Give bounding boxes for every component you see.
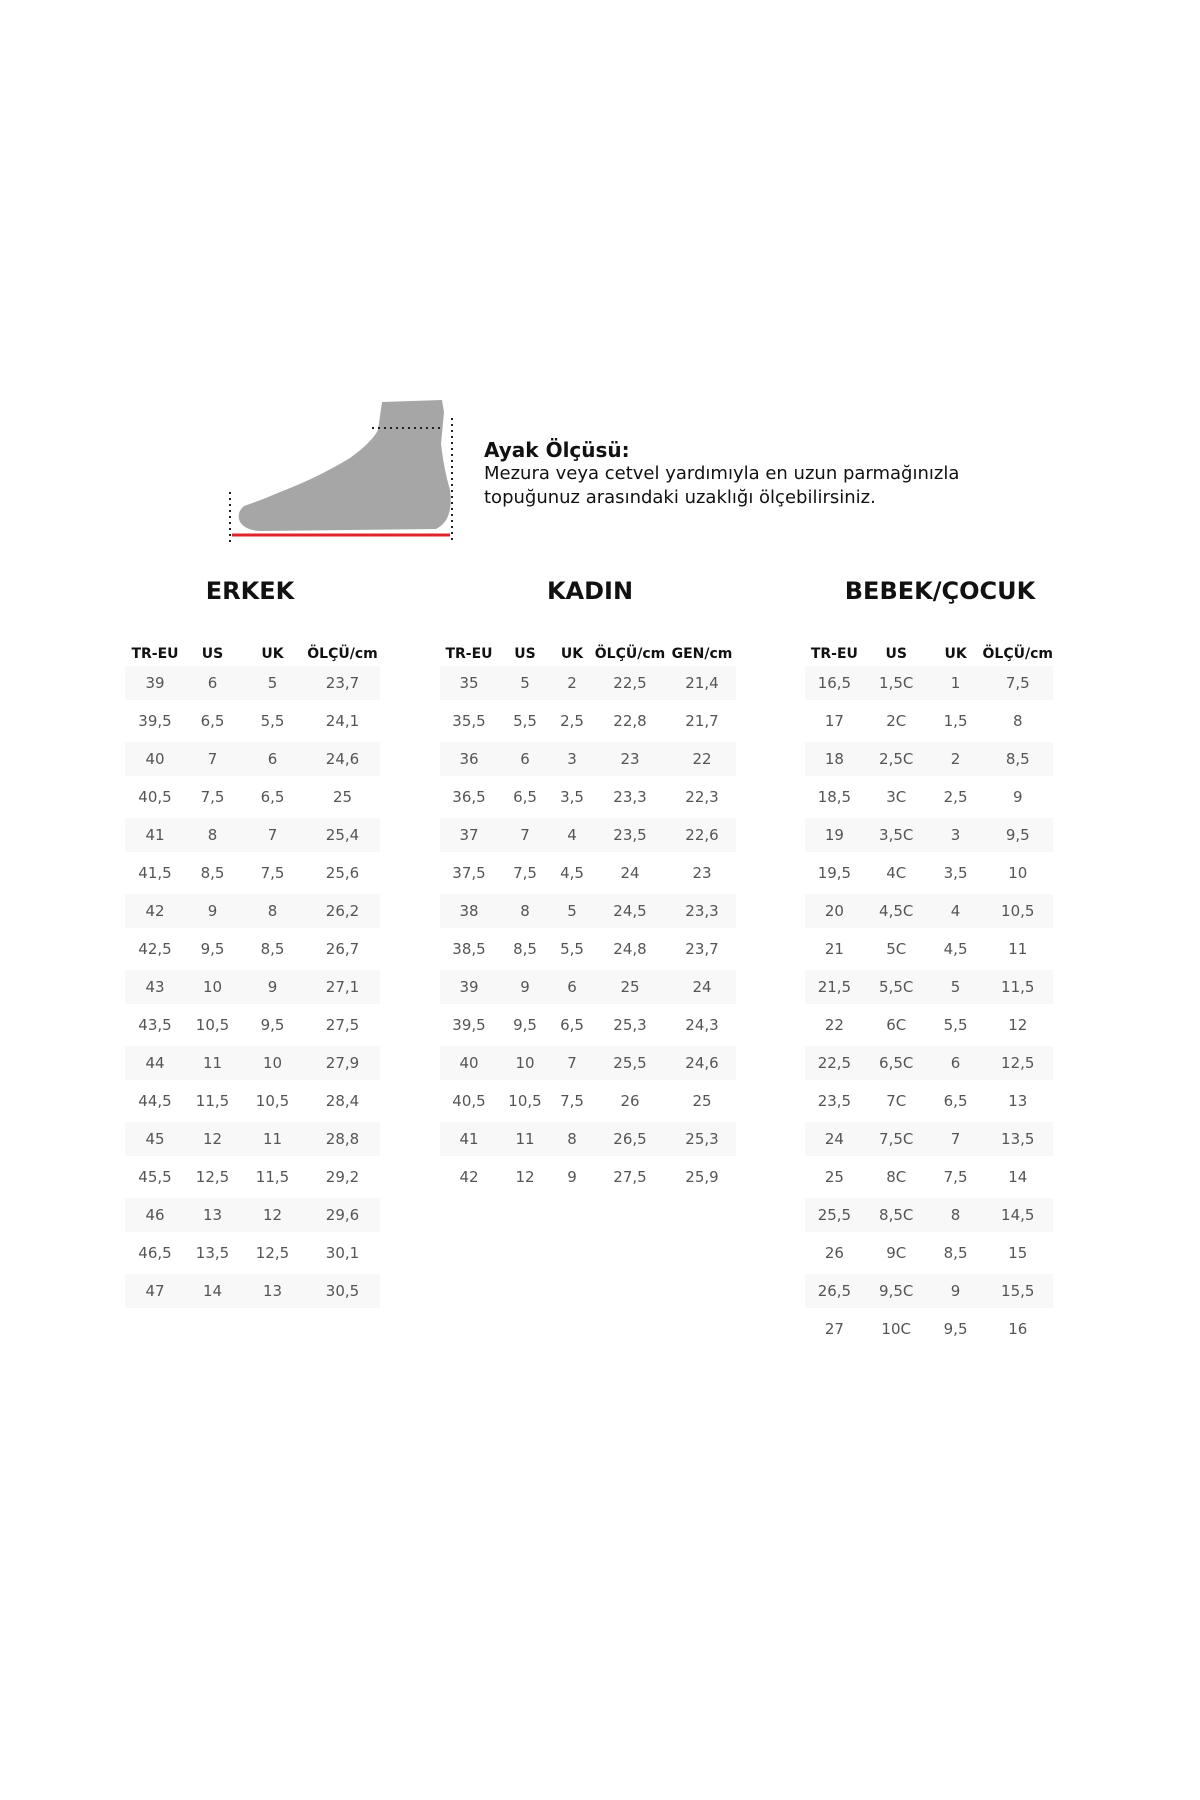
table-cell: 9 bbox=[185, 894, 240, 932]
table-cell: 12 bbox=[983, 1008, 1053, 1046]
table-row bbox=[125, 970, 380, 1008]
table-row bbox=[125, 704, 380, 742]
table-cell: 10,5 bbox=[240, 1084, 305, 1122]
table-row bbox=[440, 1122, 736, 1160]
table-cell: 10 bbox=[498, 1046, 552, 1084]
table-cell: 2C bbox=[864, 704, 929, 742]
table-cell: 23,7 bbox=[668, 932, 736, 970]
table-cell: 3 bbox=[552, 742, 592, 780]
table-cell: 39,5 bbox=[440, 1008, 498, 1046]
table-cell: 14 bbox=[185, 1274, 240, 1312]
table-cell: 4,5 bbox=[929, 932, 983, 970]
table-row bbox=[125, 742, 380, 780]
table-cell: 24 bbox=[805, 1122, 864, 1160]
table-cell: 20 bbox=[805, 894, 864, 932]
table-cell: 22,8 bbox=[592, 704, 668, 742]
table-cell: 24 bbox=[668, 970, 736, 1008]
table-cell: 23,3 bbox=[668, 894, 736, 932]
table-cell: 47 bbox=[125, 1274, 185, 1312]
table-cell: 7,5 bbox=[552, 1084, 592, 1122]
table-cell: 39 bbox=[125, 666, 185, 704]
table-cell: 9,5 bbox=[983, 818, 1053, 856]
table-cell: 24,3 bbox=[668, 1008, 736, 1046]
table-cell: 19,5 bbox=[805, 856, 864, 894]
table-cell: 39,5 bbox=[125, 704, 185, 742]
instructions-line-1: Mezura veya cetvel yardımıyla en uzun parmağınızla bbox=[484, 463, 960, 484]
table-cell: 12 bbox=[185, 1122, 240, 1160]
table-cell: 10,5 bbox=[185, 1008, 240, 1046]
table-cell: 45 bbox=[125, 1122, 185, 1160]
table-row bbox=[805, 666, 1053, 704]
table-cell: 28,4 bbox=[305, 1084, 380, 1122]
table-cell: 7,5 bbox=[929, 1160, 983, 1198]
table-row bbox=[440, 932, 736, 970]
table-cell: 11 bbox=[240, 1122, 305, 1160]
table-header-row bbox=[805, 642, 1053, 666]
table-cell: 24,6 bbox=[668, 1046, 736, 1084]
table-row bbox=[805, 780, 1053, 818]
table-cell: 36 bbox=[440, 742, 498, 780]
table-cell: 2 bbox=[929, 742, 983, 780]
table-cell: 17 bbox=[805, 704, 864, 742]
bebek-cocuk-size-table bbox=[805, 642, 1053, 1350]
table-header-row bbox=[440, 642, 736, 666]
table-cell: 23 bbox=[668, 856, 736, 894]
table-cell: 5C bbox=[864, 932, 929, 970]
foot-shape bbox=[239, 400, 451, 531]
column-header: TR-EU bbox=[131, 646, 179, 662]
table-cell: 26,7 bbox=[305, 932, 380, 970]
table-cell: 7,5 bbox=[240, 856, 305, 894]
table-cell: 11 bbox=[498, 1122, 552, 1160]
table-cell: 26 bbox=[805, 1236, 864, 1274]
table-row bbox=[805, 856, 1053, 894]
table-cell: 24,6 bbox=[305, 742, 380, 780]
table-cell: 12,5 bbox=[983, 1046, 1053, 1084]
table-cell: 9 bbox=[929, 1274, 983, 1312]
table-cell: 43,5 bbox=[125, 1008, 185, 1046]
table-cell: 12,5 bbox=[185, 1160, 240, 1198]
table-row bbox=[805, 894, 1053, 932]
table-row bbox=[440, 742, 736, 780]
erkek-title: ERKEK bbox=[205, 577, 295, 605]
measurement-instructions bbox=[484, 438, 1044, 510]
table-cell: 6,5 bbox=[552, 1008, 592, 1046]
table-cell: 7,5 bbox=[498, 856, 552, 894]
table-cell: 26 bbox=[592, 1084, 668, 1122]
table-cell: 14 bbox=[983, 1160, 1053, 1198]
table-cell: 25 bbox=[305, 780, 380, 818]
column-header: UK bbox=[560, 646, 584, 662]
table-cell: 37 bbox=[440, 818, 498, 856]
table-row bbox=[125, 1198, 380, 1236]
table-cell: 45,5 bbox=[125, 1160, 185, 1198]
table-cell: 23,7 bbox=[305, 666, 380, 704]
table-cell: 8,5 bbox=[240, 932, 305, 970]
table-cell: 8 bbox=[552, 1122, 592, 1160]
table-cell: 13 bbox=[240, 1274, 305, 1312]
table-cell: 22,3 bbox=[668, 780, 736, 818]
table-cell: 22,5 bbox=[805, 1046, 864, 1084]
table-cell: 5,5C bbox=[864, 970, 929, 1008]
kadin-size-table bbox=[440, 642, 736, 1198]
table-cell: 3,5 bbox=[929, 856, 983, 894]
table-cell: 27,1 bbox=[305, 970, 380, 1008]
bebek-cocuk-section bbox=[805, 574, 1075, 608]
table-cell: 38,5 bbox=[440, 932, 498, 970]
table-cell: 43 bbox=[125, 970, 185, 1008]
table-cell: 10,5 bbox=[498, 1084, 552, 1122]
table-cell: 5,5 bbox=[498, 704, 552, 742]
table-cell: 16 bbox=[983, 1312, 1053, 1350]
table-cell: 8 bbox=[983, 704, 1053, 742]
table-cell: 23,5 bbox=[592, 818, 668, 856]
table-cell: 3,5 bbox=[552, 780, 592, 818]
table-cell: 6,5C bbox=[864, 1046, 929, 1084]
table-cell: 7C bbox=[864, 1084, 929, 1122]
table-row bbox=[125, 856, 380, 894]
table-cell: 38 bbox=[440, 894, 498, 932]
table-cell: 18,5 bbox=[805, 780, 864, 818]
table-cell: 8 bbox=[498, 894, 552, 932]
table-row bbox=[440, 1008, 736, 1046]
table-cell: 10 bbox=[185, 970, 240, 1008]
table-cell: 27 bbox=[805, 1312, 864, 1350]
table-cell: 21,5 bbox=[805, 970, 864, 1008]
table-cell: 6,5 bbox=[929, 1084, 983, 1122]
table-row bbox=[440, 856, 736, 894]
table-cell: 10,5 bbox=[983, 894, 1053, 932]
table-cell: 4 bbox=[929, 894, 983, 932]
instructions-line-2: topuğunuz arasındaki uzaklığı ölçebilirsiniz. bbox=[484, 487, 876, 508]
table-cell: 7,5C bbox=[864, 1122, 929, 1160]
table-cell: 21,4 bbox=[668, 666, 736, 704]
table-row bbox=[125, 1084, 380, 1122]
table-cell: 5 bbox=[240, 666, 305, 704]
table-cell: 11 bbox=[983, 932, 1053, 970]
table-cell: 15,5 bbox=[983, 1274, 1053, 1312]
table-row bbox=[805, 818, 1053, 856]
table-row bbox=[440, 970, 736, 1008]
table-cell: 9,5 bbox=[240, 1008, 305, 1046]
table-cell: 26,5 bbox=[805, 1274, 864, 1312]
table-cell: 36,5 bbox=[440, 780, 498, 818]
table-cell: 2,5 bbox=[552, 704, 592, 742]
table-cell: 9C bbox=[864, 1236, 929, 1274]
table-cell: 8,5 bbox=[498, 932, 552, 970]
table-cell: 24 bbox=[592, 856, 668, 894]
table-cell: 46,5 bbox=[125, 1236, 185, 1274]
table-cell: 29,6 bbox=[305, 1198, 380, 1236]
table-cell: 27,5 bbox=[305, 1008, 380, 1046]
table-cell: 6 bbox=[240, 742, 305, 780]
table-cell: 13 bbox=[185, 1198, 240, 1236]
table-cell: 8 bbox=[240, 894, 305, 932]
table-row bbox=[805, 1122, 1053, 1160]
table-row bbox=[125, 1274, 380, 1312]
table-cell: 4C bbox=[864, 856, 929, 894]
table-cell: 6C bbox=[864, 1008, 929, 1046]
table-cell: 8 bbox=[185, 818, 240, 856]
table-cell: 25,5 bbox=[592, 1046, 668, 1084]
table-row bbox=[440, 780, 736, 818]
table-row bbox=[805, 1198, 1053, 1236]
table-row bbox=[805, 1312, 1053, 1350]
table-row bbox=[440, 894, 736, 932]
table-cell: 13,5 bbox=[983, 1122, 1053, 1160]
table-cell: 19 bbox=[805, 818, 864, 856]
table-cell: 1,5C bbox=[864, 666, 929, 704]
table-row bbox=[805, 1236, 1053, 1274]
table-cell: 25,3 bbox=[592, 1008, 668, 1046]
table-cell: 13,5 bbox=[185, 1236, 240, 1274]
table-cell: 8 bbox=[929, 1198, 983, 1236]
column-header: TR-EU bbox=[445, 646, 493, 662]
table-row bbox=[125, 894, 380, 932]
table-cell: 22,6 bbox=[668, 818, 736, 856]
table-row bbox=[805, 1008, 1053, 1046]
table-cell: 2,5 bbox=[929, 780, 983, 818]
table-cell: 39 bbox=[440, 970, 498, 1008]
table-cell: 14,5 bbox=[983, 1198, 1053, 1236]
table-row bbox=[805, 932, 1053, 970]
table-row bbox=[125, 818, 380, 856]
table-cell: 25 bbox=[592, 970, 668, 1008]
table-cell: 11,5 bbox=[983, 970, 1053, 1008]
table-cell: 7 bbox=[240, 818, 305, 856]
table-cell: 1 bbox=[929, 666, 983, 704]
table-cell: 4 bbox=[552, 818, 592, 856]
table-cell: 7 bbox=[498, 818, 552, 856]
table-cell: 25 bbox=[668, 1084, 736, 1122]
column-header: UK bbox=[261, 646, 284, 662]
table-cell: 9,5 bbox=[185, 932, 240, 970]
table-cell: 6,5 bbox=[240, 780, 305, 818]
table-cell: 5 bbox=[929, 970, 983, 1008]
table-cell: 9 bbox=[240, 970, 305, 1008]
table-row bbox=[440, 1084, 736, 1122]
column-header: US bbox=[201, 646, 224, 662]
table-cell: 23,5 bbox=[805, 1084, 864, 1122]
table-cell: 6,5 bbox=[185, 704, 240, 742]
bebek-cocuk-title: BEBEK/ÇOCUK bbox=[844, 577, 1036, 605]
foot-illustration bbox=[222, 392, 462, 542]
table-row bbox=[805, 970, 1053, 1008]
table-row bbox=[440, 666, 736, 704]
table-row bbox=[125, 1160, 380, 1198]
table-cell: 7 bbox=[552, 1046, 592, 1084]
table-cell: 41 bbox=[125, 818, 185, 856]
table-cell: 8C bbox=[864, 1160, 929, 1198]
table-cell: 44,5 bbox=[125, 1084, 185, 1122]
table-cell: 26,5 bbox=[592, 1122, 668, 1160]
table-cell: 6,5 bbox=[498, 780, 552, 818]
table-cell: 11 bbox=[185, 1046, 240, 1084]
table-cell: 25,4 bbox=[305, 818, 380, 856]
table-cell: 42,5 bbox=[125, 932, 185, 970]
instructions-title: Ayak Ölçüsü: bbox=[484, 438, 630, 462]
erkek-size-table bbox=[125, 642, 380, 1312]
column-header: ÖLÇÜ/cm bbox=[594, 646, 666, 662]
table-row bbox=[125, 1122, 380, 1160]
table-row bbox=[440, 704, 736, 742]
column-header: ÖLÇÜ/cm bbox=[307, 646, 378, 662]
table-cell: 1,5 bbox=[929, 704, 983, 742]
table-cell: 25,9 bbox=[668, 1160, 736, 1198]
table-cell: 25,6 bbox=[305, 856, 380, 894]
table-cell: 12,5 bbox=[240, 1236, 305, 1274]
table-cell: 22,5 bbox=[592, 666, 668, 704]
table-row bbox=[125, 1008, 380, 1046]
table-cell: 41 bbox=[440, 1122, 498, 1160]
table-cell: 5 bbox=[498, 666, 552, 704]
column-header: UK bbox=[944, 646, 967, 662]
table-row bbox=[125, 932, 380, 970]
table-row bbox=[125, 1046, 380, 1084]
table-cell: 8,5 bbox=[929, 1236, 983, 1274]
table-cell: 7,5 bbox=[983, 666, 1053, 704]
table-cell: 35,5 bbox=[440, 704, 498, 742]
table-cell: 35 bbox=[440, 666, 498, 704]
table-row bbox=[440, 1160, 736, 1198]
table-cell: 5,5 bbox=[929, 1008, 983, 1046]
table-cell: 40 bbox=[440, 1046, 498, 1084]
table-cell: 40,5 bbox=[125, 780, 185, 818]
table-cell: 10C bbox=[864, 1312, 929, 1350]
table-cell: 27,9 bbox=[305, 1046, 380, 1084]
table-cell: 7,5 bbox=[185, 780, 240, 818]
table-cell: 7 bbox=[929, 1122, 983, 1160]
table-row bbox=[805, 704, 1053, 742]
table-cell: 24,8 bbox=[592, 932, 668, 970]
table-cell: 30,1 bbox=[305, 1236, 380, 1274]
table-row bbox=[440, 1046, 736, 1084]
kadin-title: KADIN bbox=[546, 577, 634, 605]
table-cell: 6 bbox=[498, 742, 552, 780]
table-cell: 9,5 bbox=[929, 1312, 983, 1350]
table-cell: 3,5C bbox=[864, 818, 929, 856]
table-row bbox=[125, 780, 380, 818]
table-cell: 3 bbox=[929, 818, 983, 856]
table-cell: 23 bbox=[592, 742, 668, 780]
table-cell: 9 bbox=[552, 1160, 592, 1198]
table-cell: 27,5 bbox=[592, 1160, 668, 1198]
column-header: ÖLÇÜ/cm bbox=[982, 646, 1053, 662]
table-cell: 16,5 bbox=[805, 666, 864, 704]
table-cell: 10 bbox=[240, 1046, 305, 1084]
kadin-section bbox=[440, 574, 740, 608]
table-cell: 25 bbox=[805, 1160, 864, 1198]
table-cell: 9 bbox=[498, 970, 552, 1008]
table-cell: 30,5 bbox=[305, 1274, 380, 1312]
table-cell: 9 bbox=[983, 780, 1053, 818]
table-cell: 46 bbox=[125, 1198, 185, 1236]
table-cell: 2,5C bbox=[864, 742, 929, 780]
table-cell: 13 bbox=[983, 1084, 1053, 1122]
table-cell: 40,5 bbox=[440, 1084, 498, 1122]
table-cell: 26,2 bbox=[305, 894, 380, 932]
table-cell: 24,1 bbox=[305, 704, 380, 742]
table-cell: 22 bbox=[668, 742, 736, 780]
table-cell: 42 bbox=[125, 894, 185, 932]
erkek-section bbox=[125, 574, 375, 608]
table-row bbox=[805, 1160, 1053, 1198]
table-cell: 25,3 bbox=[668, 1122, 736, 1160]
table-cell: 28,8 bbox=[305, 1122, 380, 1160]
table-row bbox=[440, 818, 736, 856]
table-cell: 10 bbox=[983, 856, 1053, 894]
table-cell: 18 bbox=[805, 742, 864, 780]
table-cell: 4,5C bbox=[864, 894, 929, 932]
table-cell: 42 bbox=[440, 1160, 498, 1198]
table-cell: 4,5 bbox=[552, 856, 592, 894]
table-cell: 2 bbox=[552, 666, 592, 704]
table-cell: 22 bbox=[805, 1008, 864, 1046]
table-cell: 15 bbox=[983, 1236, 1053, 1274]
table-cell: 6 bbox=[185, 666, 240, 704]
table-cell: 5 bbox=[552, 894, 592, 932]
table-cell: 9,5C bbox=[864, 1274, 929, 1312]
table-row bbox=[805, 742, 1053, 780]
table-cell: 3C bbox=[864, 780, 929, 818]
column-header: US bbox=[514, 646, 536, 662]
table-cell: 11,5 bbox=[240, 1160, 305, 1198]
table-cell: 24,5 bbox=[592, 894, 668, 932]
table-cell: 8,5 bbox=[185, 856, 240, 894]
table-cell: 29,2 bbox=[305, 1160, 380, 1198]
table-cell: 6 bbox=[929, 1046, 983, 1084]
table-cell: 41,5 bbox=[125, 856, 185, 894]
table-cell: 44 bbox=[125, 1046, 185, 1084]
table-row bbox=[805, 1274, 1053, 1312]
column-header: TR-EU bbox=[810, 646, 858, 662]
table-cell: 25,5 bbox=[805, 1198, 864, 1236]
table-row bbox=[805, 1046, 1053, 1084]
table-cell: 5,5 bbox=[552, 932, 592, 970]
table-cell: 40 bbox=[125, 742, 185, 780]
table-cell: 23,3 bbox=[592, 780, 668, 818]
table-cell: 37,5 bbox=[440, 856, 498, 894]
table-cell: 12 bbox=[498, 1160, 552, 1198]
column-header: US bbox=[885, 646, 907, 662]
table-cell: 11,5 bbox=[185, 1084, 240, 1122]
column-header: GEN/cm bbox=[671, 646, 733, 662]
table-cell: 6 bbox=[552, 970, 592, 1008]
table-cell: 5,5 bbox=[240, 704, 305, 742]
table-cell: 8,5C bbox=[864, 1198, 929, 1236]
table-cell: 21 bbox=[805, 932, 864, 970]
table-row bbox=[805, 1084, 1053, 1122]
table-cell: 7 bbox=[185, 742, 240, 780]
table-cell: 12 bbox=[240, 1198, 305, 1236]
table-cell: 21,7 bbox=[668, 704, 736, 742]
table-row bbox=[125, 666, 380, 704]
table-cell: 8,5 bbox=[983, 742, 1053, 780]
table-row bbox=[125, 1236, 380, 1274]
table-cell: 9,5 bbox=[498, 1008, 552, 1046]
table-header-row bbox=[125, 642, 380, 666]
